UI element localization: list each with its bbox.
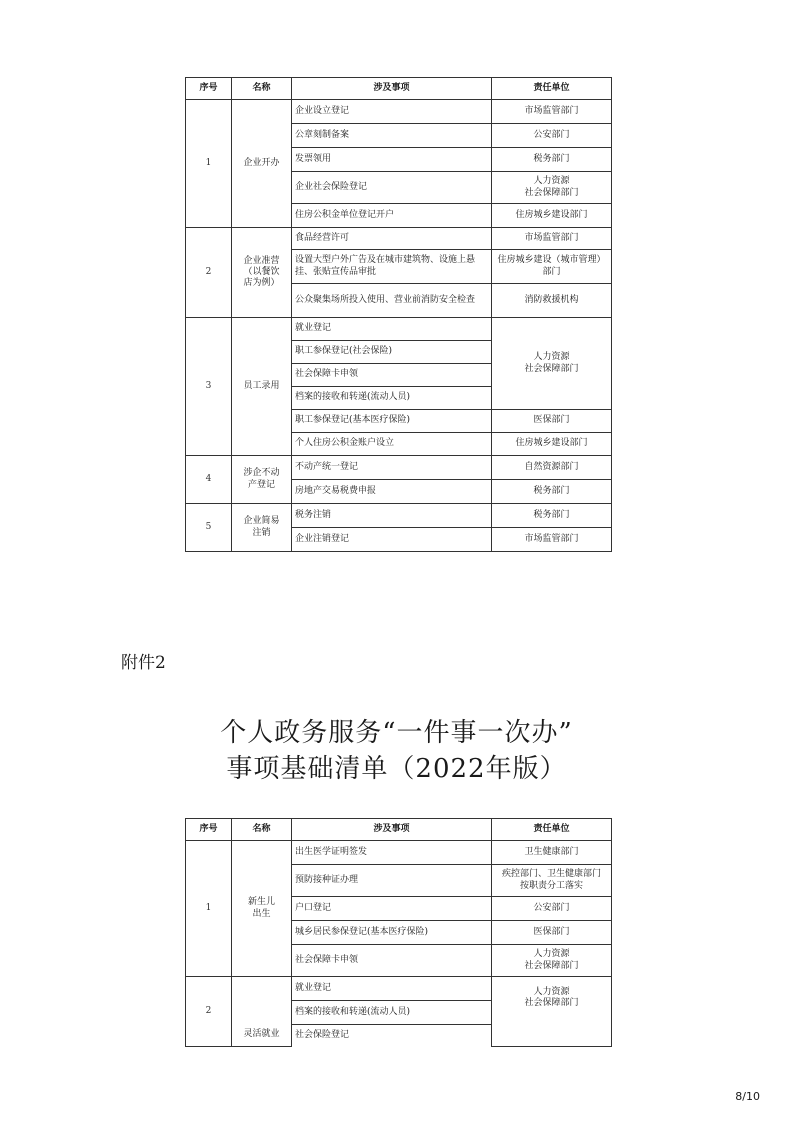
seq-cell: 3 xyxy=(186,318,232,456)
header-unit: 责任单位 xyxy=(492,819,612,841)
unit-cell: 市场监管部门 xyxy=(492,528,612,552)
attachment-label: 附件2 xyxy=(121,653,166,673)
unit-cell: 医保部门 xyxy=(492,921,612,945)
merged-unit-cell: 人力资源 社会保障部门 xyxy=(492,318,612,410)
unit-cell: 税务部门 xyxy=(492,148,612,172)
table-row xyxy=(186,318,612,341)
item-cell: 设置大型户外广告及在城市建筑物、设施上悬挂、张贴宣传品审批 xyxy=(292,250,492,284)
item-cell: 社会保障卡申领 xyxy=(292,945,492,977)
item-cell: 社会保险登记 xyxy=(292,1025,492,1047)
item-cell: 公章刻制备案 xyxy=(292,124,492,148)
name-cell: 灵活就业 xyxy=(232,977,292,1047)
header-seq: 序号 xyxy=(186,78,232,100)
name-cell: 新生儿 出生 xyxy=(232,841,292,977)
unit-cell: 市场监管部门 xyxy=(492,228,612,250)
item-cell: 就业登记 xyxy=(292,318,492,341)
seq-cell: 1 xyxy=(186,100,232,228)
item-cell: 税务注销 xyxy=(292,504,492,528)
seq-cell: 1 xyxy=(186,841,232,977)
item-cell: 社会保障卡申领 xyxy=(292,364,492,387)
page-title-line1: 个人政务服务“一件事一次办” xyxy=(220,718,573,748)
item-cell: 就业登记 xyxy=(292,977,492,1001)
item-cell: 职工参保登记(社会保险) xyxy=(292,341,492,364)
seq-cell: 2 xyxy=(186,977,232,1047)
unit-cell: 人力资源 社会保障部门 xyxy=(492,945,612,977)
table-row xyxy=(186,977,612,1001)
table-row xyxy=(186,841,612,865)
item-cell: 个人住房公积金账户设立 xyxy=(292,433,492,456)
unit-cell: 市场监管部门 xyxy=(492,100,612,124)
unit-cell: 自然资源部门 xyxy=(492,456,612,480)
personal-items-table xyxy=(185,818,612,1047)
header-name: 名称 xyxy=(232,819,292,841)
table-row xyxy=(186,456,612,480)
unit-cell: 公安部门 xyxy=(492,897,612,921)
unit-cell: 人力资源 社会保障部门 xyxy=(492,172,612,204)
unit-cell: 消防救援机构 xyxy=(492,284,612,318)
item-cell: 住房公积金单位登记开户 xyxy=(292,204,492,228)
header-items: 涉及事项 xyxy=(292,78,492,100)
table-row xyxy=(186,228,612,250)
unit-cell: 住房城乡建设部门 xyxy=(492,433,612,456)
seq-cell: 5 xyxy=(186,504,232,552)
header-name: 名称 xyxy=(232,78,292,100)
item-cell: 城乡居民参保登记(基本医疗保险) xyxy=(292,921,492,945)
seq-cell: 4 xyxy=(186,456,232,504)
item-cell: 档案的接收和转递(流动人员) xyxy=(292,387,492,410)
unit-cell: 医保部门 xyxy=(492,410,612,433)
item-cell: 预防接种证办理 xyxy=(292,865,492,897)
seq-cell: 2 xyxy=(186,228,232,318)
header-items: 涉及事项 xyxy=(292,819,492,841)
item-cell: 档案的接收和转递(流动人员) xyxy=(292,1001,492,1025)
item-cell: 企业设立登记 xyxy=(292,100,492,124)
business-items-table xyxy=(185,77,612,552)
table-row xyxy=(186,504,612,528)
name-cell: 企业准营 （以餐饮 店为例） xyxy=(232,228,292,318)
unit-cell: 卫生健康部门 xyxy=(492,841,612,865)
header-unit: 责任单位 xyxy=(492,78,612,100)
item-cell: 公众聚集场所投入使用、营业前消防安全检查 xyxy=(292,284,492,318)
item-cell: 出生医学证明签发 xyxy=(292,841,492,865)
name-cell: 员工录用 xyxy=(232,318,292,456)
unit-cell: 住房城乡建设（城市管理）部门 xyxy=(492,250,612,284)
name-cell: 企业简易 注销 xyxy=(232,504,292,552)
unit-cell: 税务部门 xyxy=(492,504,612,528)
merged-unit-cell: 人力资源 社会保障部门 xyxy=(492,977,612,1047)
unit-cell: 公安部门 xyxy=(492,124,612,148)
unit-cell: 住房城乡建设部门 xyxy=(492,204,612,228)
item-cell: 户口登记 xyxy=(292,897,492,921)
item-cell: 房地产交易税费申报 xyxy=(292,480,492,504)
item-cell: 食品经营许可 xyxy=(292,228,492,250)
name-cell: 企业开办 xyxy=(232,100,292,228)
item-cell: 发票领用 xyxy=(292,148,492,172)
item-cell: 企业注销登记 xyxy=(292,528,492,552)
header-seq: 序号 xyxy=(186,819,232,841)
page-number: 8/10 xyxy=(735,1090,760,1103)
unit-cell: 疾控部门、卫生健康部门 按职责分工落实 xyxy=(492,865,612,897)
unit-cell: 税务部门 xyxy=(492,480,612,504)
name-cell: 涉企不动 产登记 xyxy=(232,456,292,504)
item-cell: 不动产统一登记 xyxy=(292,456,492,480)
item-cell: 职工参保登记(基本医疗保险) xyxy=(292,410,492,433)
table-row xyxy=(186,100,612,124)
page-title-line2: 事项基础清单（2022年版） xyxy=(226,754,567,784)
item-cell: 企业社会保险登记 xyxy=(292,172,492,204)
